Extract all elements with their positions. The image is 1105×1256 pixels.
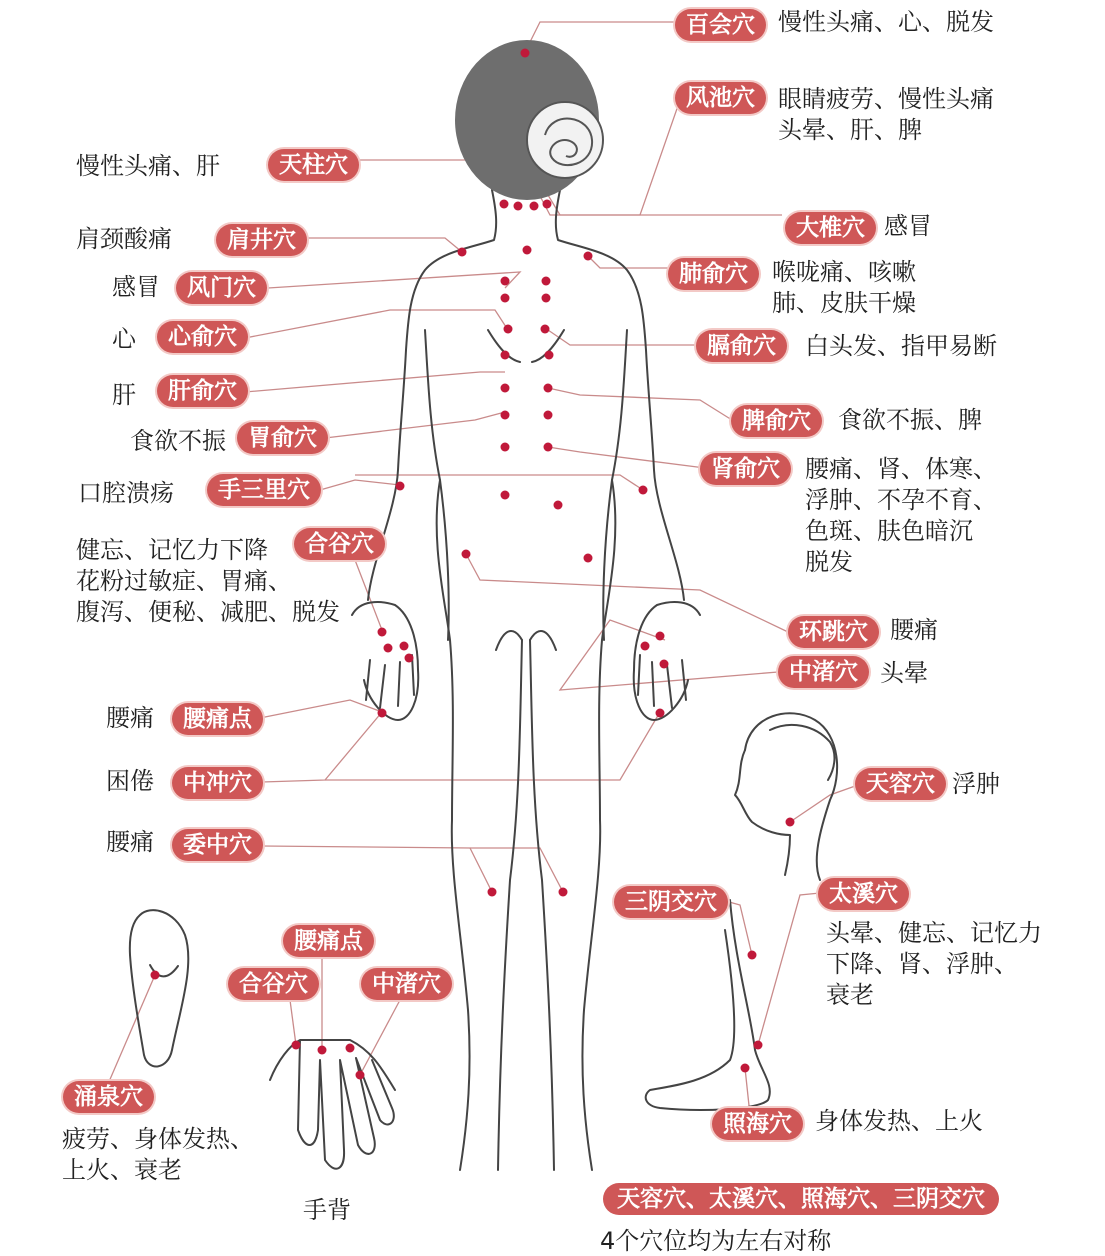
point-badge-pishu: 脾俞穴 [731,405,822,437]
leader-yaotongdian [260,700,382,718]
dot-geshu-l [501,351,510,360]
leader-weishu [325,412,505,438]
dot-zhongzhu-r [660,660,669,669]
dot-pishu-r [544,411,553,420]
point-desc-ganshu: 肝 [112,381,136,409]
dot-yaotong-l1 [384,644,393,653]
dot-sanyinjiao [748,951,757,960]
point-badge-fengchi: 风池穴 [675,82,766,114]
point-desc-xinshu: 心 [112,325,136,353]
point-badge-geshu: 膈俞穴 [696,330,787,362]
dot-weizhong-r [559,888,568,897]
dot-tianzhu-l [514,202,523,211]
point-badge-jianjing: 肩井穴 [216,224,307,256]
dot-fengmen-l [501,277,510,286]
point-desc-shenshu-3: 色斑、肤色暗沉 [805,517,973,545]
dot-pishu-l [501,411,510,420]
right-buttock-curve [530,631,556,650]
left-arm-inner [425,330,449,640]
inset-hairline [770,725,834,780]
point-badge-xinshu: 心俞穴 [157,321,248,353]
dot-shousanli-r [639,486,648,495]
point-badge-shousanli: 手三里穴 [207,474,321,506]
dot-taixi [754,1041,763,1050]
point-desc-fengchi-1: 眼睛疲劳、慢性头痛 [778,85,994,113]
dot-feishu-l [501,294,510,303]
point-badge-shenshu: 肾俞穴 [700,453,791,485]
dot-fengchi-r [543,200,552,209]
leader-yongquan [108,975,155,1084]
point-desc-hegu-1: 健忘、记忆力下降 [76,536,268,564]
point-badge-sanyinjiao: 三阴交穴 [614,886,728,918]
right-arm-inner [603,330,627,640]
leader-weizhong-right [470,848,563,892]
point-desc-fengchi-2: 头晕、肝、脾 [778,116,922,144]
dot-huantiao-r [584,554,593,563]
leader-taixi [758,893,820,1045]
leader-shousanli-left [320,480,400,490]
dot-xinshu-r [541,325,550,334]
leader-jianjing [306,238,462,252]
point-desc-zhongzhu: 头晕 [880,659,928,687]
dot-zhongzhu-l [405,654,414,663]
dot-zhongchong-l [378,709,387,718]
dot-baihui [521,49,530,58]
inset-sole [130,910,189,1066]
dot-jianjing-r [584,252,593,261]
dot-feishu-r [542,294,551,303]
point-badge-taixi: 太溪穴 [818,878,909,910]
leader-hand-hegu [290,1000,296,1045]
right-torso-arm-outer [556,190,684,600]
point-desc-feishu-2: 肺、皮肤干燥 [772,289,916,317]
dot-hegu-r [656,632,665,641]
dot-geshu-r [545,351,554,360]
dot-tianzhu-r [530,202,539,211]
dot-fengmen-r [542,277,551,286]
point-desc-taixi-2: 下降、肾、浮肿、 [826,950,1018,978]
leader-geshu [548,330,697,345]
point-desc-weishu: 食欲不振 [130,427,226,455]
dot-fengchi-l [500,200,509,209]
point-badge-huantiao: 环跳穴 [788,616,879,648]
point-badge-yongquan: 涌泉穴 [63,1081,154,1113]
dot-zhaohai [741,1064,750,1073]
left-leg-inner [498,640,522,1170]
leader-ganshu [245,372,505,392]
dot-shenshu-l [501,491,510,500]
dot-tianrong [786,818,795,827]
point-desc-taixi-3: 衰老 [826,981,874,1009]
hand-badge-zhongzhu: 中渚穴 [361,968,452,1000]
hand-caption: 手背 [303,1196,351,1224]
point-badge-weizhong: 委中穴 [172,829,263,861]
point-badge-yaotongdian: 腰痛点 [172,703,263,735]
point-badge-dazhui: 大椎穴 [785,212,876,244]
inset-hand-back [270,1040,395,1169]
dot-shousanli-l [396,482,405,491]
point-badge-feishu: 肺俞穴 [668,258,759,290]
leader-zhongchong [262,712,382,782]
dot-hand-yaotong1 [318,1046,327,1055]
point-desc-yongquan-2: 上火、衰老 [62,1156,182,1184]
dot-weishu-l [501,443,510,452]
point-desc-geshu: 白头发、指甲易断 [805,332,997,360]
point-badge-zhongzhu: 中渚穴 [778,656,869,688]
point-desc-shenshu-1: 腰痛、肾、体寒、 [805,455,997,483]
inset-face-profile [735,750,790,875]
point-badge-tianrong: 天容穴 [855,768,946,800]
dot-hand-zhongzhu [356,1071,365,1080]
point-desc-jianjing: 肩颈酸痛 [76,225,172,253]
leader-huantiao [466,554,788,632]
right-leg-inner [530,640,554,1170]
point-desc-hegu-3: 腹泻、便秘、减肥、脱发 [76,598,340,626]
dot-dazhui [523,246,532,255]
point-badge-tianzhu: 天柱穴 [268,149,359,181]
point-desc-feishu-1: 喉咙痛、咳嗽 [772,258,916,286]
point-badge-fengmen: 风门穴 [176,272,267,304]
point-desc-weizhong: 腰痛 [106,828,154,856]
dot-xinshu-l [504,325,513,334]
point-desc-shenshu-4: 脱发 [805,548,853,576]
point-desc-shenshu-2: 浮肿、不孕不育、 [805,486,997,514]
hair-bun [455,40,603,200]
point-badge-baihui: 百会穴 [675,9,766,41]
leader-pishu [548,388,732,420]
leader-hand-zhongzhu [360,1000,400,1075]
dot-hand-hegu [292,1041,301,1050]
point-desc-dazhui: 感冒 [884,212,932,240]
leader-xinshu [245,310,508,338]
hand-badge-yaotongdian: 腰痛点 [283,925,374,957]
point-desc-baihui: 慢性头痛、心、脱发 [778,8,994,36]
point-badge-ganshu: 肝俞穴 [157,375,248,407]
footer-badge: 天容穴、太溪穴、照海穴、三阴交穴 [603,1183,999,1215]
point-badge-hegu: 合谷穴 [294,528,385,560]
inset-head-back [745,713,837,880]
inset-ankle [646,900,770,1110]
right-leg-outer [582,480,615,1170]
left-leg-outer [437,480,470,1170]
dot-ganshu-r [544,384,553,393]
dot-yaotong-l2 [400,642,409,651]
dot-weizhong-l [488,888,497,897]
dot-jianjing-l [458,248,467,257]
dot-hand-yaotong2 [346,1044,355,1053]
hand-badge-hegu: 合谷穴 [228,968,319,1000]
dot-shenshu-r [554,501,563,510]
leader-weizhong [262,846,492,892]
dot-weishu-r [544,443,553,452]
footer-note: 4个穴位均为左右对称 [600,1227,832,1255]
point-desc-zhongchong: 困倦 [106,767,154,795]
point-desc-yongquan-1: 疲劳、身体发热、 [62,1125,254,1153]
point-badge-weishu: 胃俞穴 [237,422,328,454]
point-desc-zhaohai: 身体发热、上火 [815,1107,983,1135]
point-desc-huantiao: 腰痛 [890,616,938,644]
dot-yongquan [151,971,160,980]
point-desc-tianrong: 浮肿 [952,770,1000,798]
leader-zhongchong-right [325,712,660,780]
left-buttock-curve [496,631,522,650]
leader-feishu [588,256,670,268]
point-desc-fengmen: 感冒 [112,273,160,301]
leader-dazhui [548,195,782,215]
point-desc-yaotongdian: 腰痛 [106,704,154,732]
dot-zhongchong-r [656,709,665,718]
point-desc-shousanli: 口腔溃疡 [78,479,174,507]
point-desc-tianzhu: 慢性头痛、肝 [76,152,220,180]
dot-huantiao-l [462,550,471,559]
point-badge-zhaohai: 照海穴 [712,1108,803,1140]
dot-hegu-l [378,628,387,637]
leader-shenshu [548,447,705,468]
point-desc-pishu: 食欲不振、脾 [838,406,982,434]
dot-ganshu-l [501,384,510,393]
point-desc-hegu-2: 花粉过敏症、胃痛、 [76,567,292,595]
point-desc-taixi-1: 头晕、健忘、记忆力 [826,919,1042,947]
dot-yaotong-r1 [641,642,650,651]
point-badge-zhongchong: 中冲穴 [172,767,263,799]
leader-fengmen [268,272,520,288]
left-torso-arm-outer [368,190,496,600]
